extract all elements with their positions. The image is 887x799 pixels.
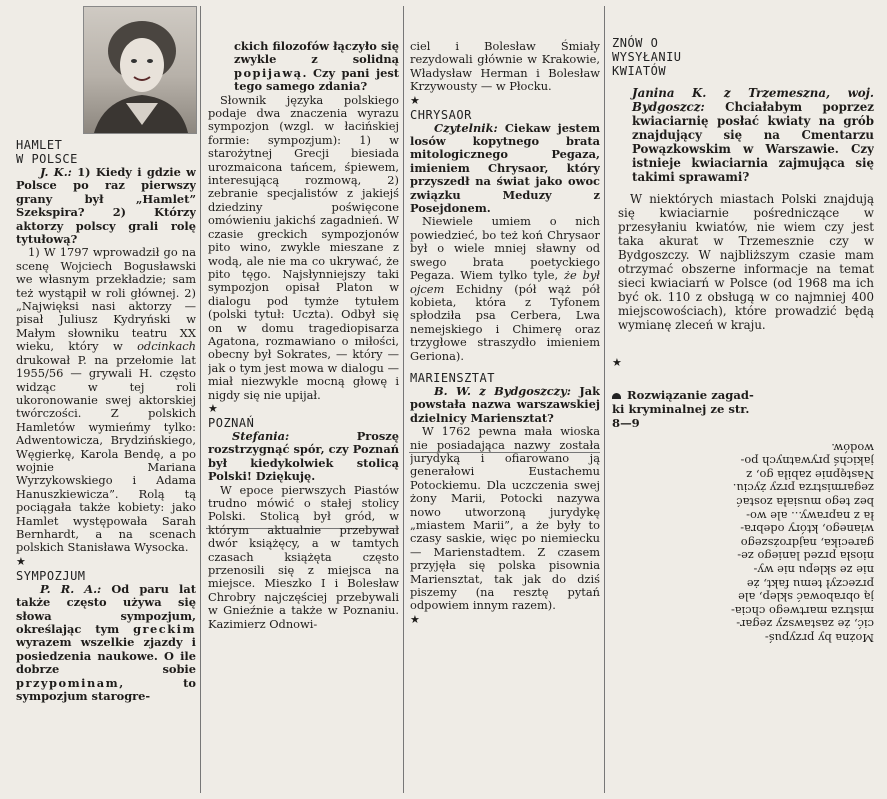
column-rule <box>200 6 201 793</box>
hamlet-title: HAMLET W POLSCE <box>16 138 78 166</box>
star-separator: ★ <box>410 612 420 626</box>
upside-down-line: niosła przed laniego ze- <box>737 549 874 564</box>
mariensztat-question: B. W. z Bydgoszczy: Jak powstała nazwa warszawskiej dzielnicy Mariensztat? <box>410 383 600 425</box>
solution-heading: Rozwiązanie zagad- ki kryminalnej ze str. 8—9 <box>612 388 754 430</box>
upside-down-line: garecika, najdroższego <box>740 535 874 550</box>
sympozjum-title: SYMPOZJUM <box>16 568 86 583</box>
chrysaor-question: Czytelnik: Ciekaw jestem losów kopytnego brata mitologicznego Pegaza, imieniem Chrysaor, który przyszedł na świat jako owoc związku Meduzy z Posejdonem. <box>410 120 600 216</box>
hamlet-answer: 1) W 1797 wprowadził go na scenę Wojciech Bogusławski we własnym przekładzie; sam też wystąpił w roli głównej. 2) „Najwięksi nasi aktorzy — pisał Juliusz Kydryński w Małym słowniku teatru XX wieku, który w odcinkach drukował P. na przełomie lat 1955/56 — grywali H. często widząc w tej roli ukoronowanie swej aktorskiej twórczości. Z polskich Hamletów wymieńmy tylko: Adwentowicza, Brydzińskiego, Węgierkę, Karola Bendę, a po wojnie Mariana Wyrzykowskiego i Adama Hanuszkiewicza”. Rolą tą pociągała także kobiety: jako Hamlet występowała Sarah Bernhardt, a na scenach polskich Stanisława Wysocka. <box>16 245 196 555</box>
sympozjum-question-cont: ckich filozofów łączyło się zwykle z solidną popijawą. Czy pani jest tego samego zdania? <box>234 39 399 94</box>
sympozjum-question: P. R. A.: Od paru lat także często używa się słowa sympozjum, określając tym greckim wyrazem wszelkie zjazdy i posiedzenia naukowe. O ile dobrze sobie przypominam, to sympozjum starogre- <box>16 581 196 704</box>
poznan-title: POZNAŃ <box>208 415 255 430</box>
column-3 <box>410 0 600 799</box>
upside-down-line: bez tego musiała zostać <box>736 494 874 509</box>
poznan-answer-cont: ciel i Bolesław Śmiały rezydowali głównie w Krakowie, Władysław Herman i Bolesław Krzywousty — w Płocku. <box>410 39 600 94</box>
upside-down-line: ją obrabować sklep, ale <box>738 590 874 605</box>
star-separator: ★ <box>16 554 26 568</box>
star-separator: ★ <box>410 93 420 107</box>
upside-down-line: ła z naprawy... ale wo- <box>746 508 874 523</box>
upside-down-line: przeczył temu fakt, że <box>746 576 874 591</box>
poznan-answer: W epoce pierwszych Piastów trudno mówić o stałej stolicy Polski. Stolicą był gród, w którym aktualnie przebywał dwór książęcy, a w tamtych czasach książęta często przenosili się z miejsca na miejsce. Mieszko I i Bolesław Chrobry najczęściej przebywali w Gnieźnie a także w Poznaniu. Kazimierz Odnowi- <box>208 482 399 631</box>
column-4 <box>612 0 874 799</box>
upside-down-solution <box>612 440 874 644</box>
mariensztat-answer: W 1762 pewna mała wioska nie posiadająca nazwy została jurydyką i ofiarowano ją generałowi Eustachemu Potockiemu. Dla uczczenia swej żony Marii, Potocki nazywa nowo utworzoną jurydykę „miastem Marii”, a że były to czasy saskie, więc po niemiecku — Marienstadtem. Z czasem przyjęła się polska pisownia Mariensztat, tak jak do dziś piszemy (na resztę pytań odpowiem innym razem). <box>410 424 600 613</box>
chrysaor-answer: Niewiele umiem o nich powiedzieć, bo też koń Chrysaor był o wiele mniej sławny od swego brata poetyckiego Pegaza. Wiem tylko tyle, że był ojcem Echidny (pół wąż pół kobieta, która z Tyfonem spłodziła psa Cerbera, Lwa nemejskiego i Chimerę oraz trzygłowe straszydło imieniem Geriona). <box>410 214 600 363</box>
star-separator: ★ <box>208 401 218 415</box>
star-separator: ★ <box>612 356 622 369</box>
hat-icon <box>612 393 621 399</box>
upside-down-line: zegarmistrza przy życiu. <box>732 481 874 496</box>
upside-down-line: Można by przypuś- <box>764 630 874 645</box>
upside-down-line: wianego, który odebra- <box>740 522 874 537</box>
mariensztat-title: MARIENSZTAT <box>410 370 495 385</box>
upside-down-line: wodów. <box>831 440 874 455</box>
kwiaty-answer: W niektórych miastach Polski znajdują się kwiaciarnie pośredniczące w przesyłaniu kwiatów, nie wiem czy jest taka akurat w Trzemesznie czy w Bydgoszczy. W najbliższym czasie mam otrzymać obszerne informacje na temat sieci kwiaciarń w Polsce (od 1968 ma ich być ok. 110 z obsługą w co najmniej 400 miejscowościach), które prowadzić będą wymianę zleceń w kraju. <box>618 192 874 332</box>
hamlet-question: J. K.: 1) Kiedy i gdzie w Polsce po raz pierwszy grany był „Hamlet” Szekspira? 2) Którzy aktorzy polscy grali rolę tytułową? <box>16 165 196 247</box>
sympozjum-answer: Słownik języka polskiego podaje dwa znaczenia wyrazu sympozjon (wzgl. w łacińskiej formie: sympozjum): 1) w starożytnej Grecji biesiada urozmaicona tańcem, śpiewem, interesującą rozmową, 2) zebranie specjalistów z jakiejś dziedziny poświęcone omówieniu jakichś zagadnień. W czasie greckich sympozjonów pito wino, zwykle mieszane z wodą, ale nie ma co ukrywać, że pito tęgo. Najsłynniejszy taki sympozjon opisał Platon w dialogu pod tymże tytułem (polski tytuł: Uczta). Odbył się on w domu tragediopisarza Agatona, rozmawiano o miłości, obecny był Sokrates, — który — jak o tym jest mowa w dialogu — miał niezwykle mocną głowę i nigdy się nie upijał. <box>208 92 399 402</box>
kwiaty-question: Janina K. z Trzemeszna, woj. Bydgoszcz: Chciałabym poprzez kwiaciarnię posłać kwiaty na grób znajdujący się na Cmentarzu Powązkowskim w Warszawie. Czy istnieje kwiaciarnia zajmująca się takimi sprawami? <box>632 86 874 184</box>
column-2 <box>208 0 399 799</box>
upside-down-line: cić, że zastawszy zegar- <box>736 617 874 632</box>
upside-down-line: jakichś prywatnych po- <box>740 454 874 469</box>
poznan-question: Stefania: Proszę rozstrzygnąć spór, czy Poznań był kiedykolwiek stolicą Polski! Dziękuję. <box>208 428 399 484</box>
upside-down-line: Następnie zabiła go, z <box>746 467 874 482</box>
upside-down-line: nie ze sklepu nie wy- <box>753 562 874 577</box>
chrysaor-title: CHRYSAOR <box>410 107 472 122</box>
column-1 <box>16 0 196 799</box>
column-rule <box>403 6 404 793</box>
kwiaty-title: ZNÓW O WYSYŁANIU KWIATÓW <box>612 36 682 78</box>
column-rule <box>604 6 605 793</box>
upside-down-line: mistrza martwego chcia- <box>731 603 874 618</box>
